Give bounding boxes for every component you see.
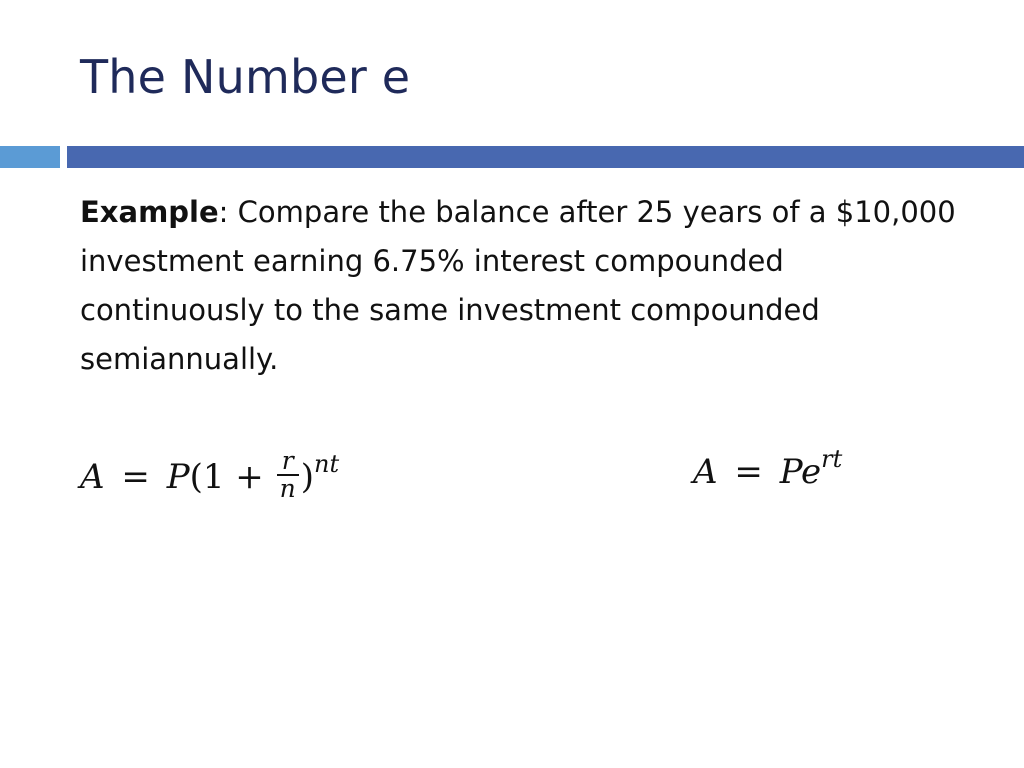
example-paragraph [80,188,960,384]
formula2-A: A [693,452,718,492]
accent-bar-left [0,146,60,168]
formula-P: P [166,457,190,497]
compound-interest-formula [80,446,340,506]
slide-title: The Number e [80,50,411,104]
example-label: Example [80,195,219,229]
fraction-denominator: n [279,474,296,503]
formula-fraction [277,448,299,502]
example-text: Compare the balance after 25 years of a $10,000 investment earning 6.75% interest compounded continuously to the same investment compounded semiannually. [80,195,956,376]
formula-close: ) [300,457,314,497]
formula2-equals: = [734,452,763,492]
formula2-e: e [801,452,822,492]
formula-plus: + [235,457,264,497]
accent-bar-right [67,146,1024,168]
formula2-P: P [779,452,802,492]
formula-equals: = [121,457,150,497]
fraction-numerator: r [277,448,299,476]
continuous-interest-formula [693,445,843,492]
formula2-exponent: rt [821,445,843,473]
formula-A: A [80,457,105,497]
formula-exponent: nt [313,450,340,478]
formula-open: (1 [189,457,225,497]
example-colon: : [218,195,229,229]
